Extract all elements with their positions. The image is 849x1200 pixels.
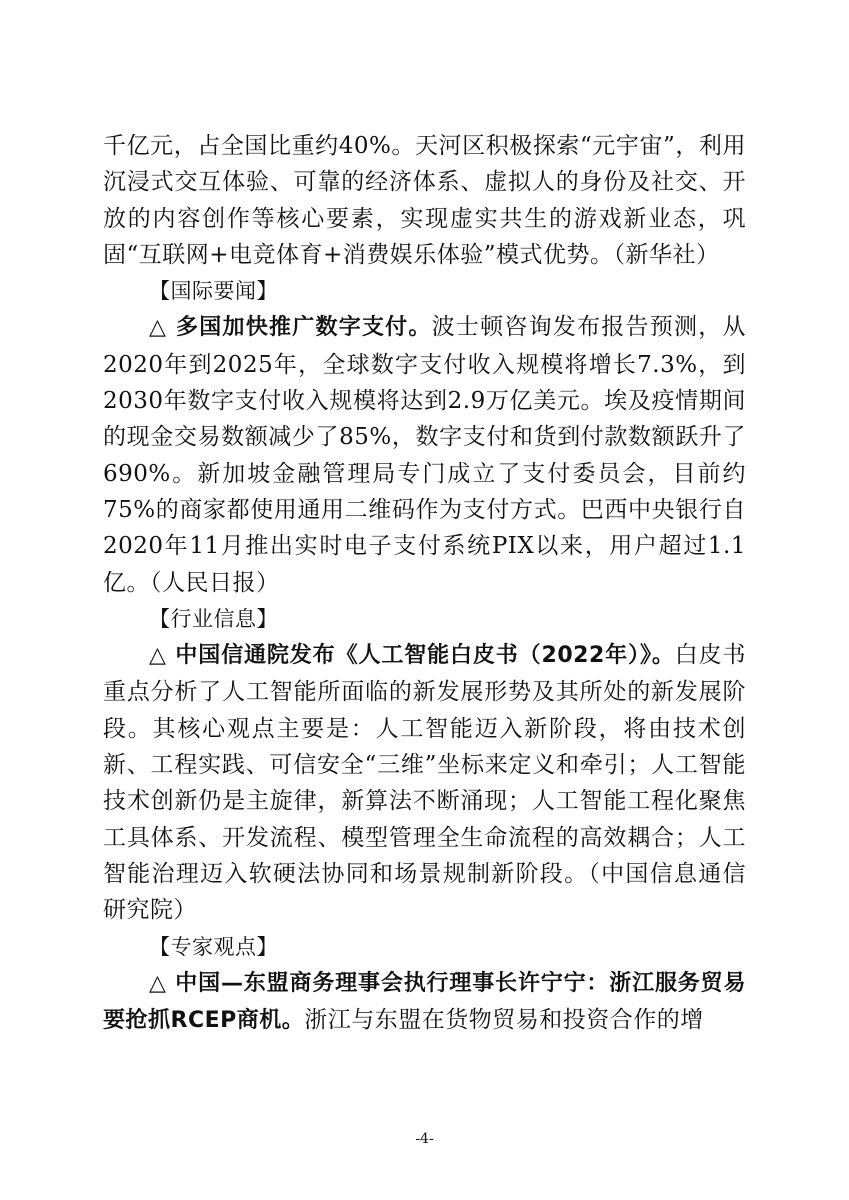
section-heading-expert-views: 【专家观点】 bbox=[149, 934, 278, 959]
paragraph-digital-payment bbox=[103, 309, 746, 600]
document-body bbox=[103, 128, 746, 1039]
paragraph-ai-whitepaper bbox=[103, 637, 746, 928]
paragraph-lead-ai-whitepaper: △ 中国信通院发布《人工智能白皮书（2022年）》。 bbox=[149, 643, 675, 669]
paragraph-body-rcep: 浙江与东盟在货物贸易和投资合作的增 bbox=[304, 1007, 704, 1034]
paragraph-body-ai-whitepaper: 白皮书重点分析了人工智能所面临的新发展形势及其所处的新发展阶段。其核心观点主要是：人工智能迈入新阶段，将由技术创新、工程实践、可信安全“三维”坐标来定义和牵引；人工智能技术创新仍是主旋律，新算法不断涌现；人工智能工程化聚焦工具体系、开发流程、模型管理全生命流程的高效耦合；人工智能治理迈入软硬法协同和场景规制新阶段。（中国信息通信研究院） bbox=[103, 642, 747, 924]
paragraph-body-digital-payment: 波士顿咨询发布报告预测，从2020年到2025年，全球数字支付收入规模将增长7.3%，到2030年数字支付收入规模将达到2.9万亿美元。埃及疫情期间的现金交易数额减少了85%，数字支付和货到付款数额跃升了690%。新加坡金融管理局专门成立了支付委员会，目前约75%的商家都使用通用二维码作为支付方式。巴西中央银行自2020年11月推出实时电子支付系统PIX以来，用户超过1.1亿。（人民日报） bbox=[103, 314, 746, 596]
paragraph-lead-digital-payment: △ 多国加快推广数字支付。 bbox=[149, 315, 432, 341]
page-number: -4- bbox=[415, 1131, 434, 1147]
paragraph-rcep bbox=[103, 965, 746, 1040]
paragraph-lead-rcep: △ 中国—东盟商务理事会执行理事长许宁宁：浙江服务贸易要抢抓RCEP商机。 bbox=[103, 970, 746, 1034]
paragraph-continuation: 千亿元，占全国比重约40%。天河区积极探索“元宇宙”，利用沉浸式交互体验、可靠的经济体系、虚拟人的身份及社交、开放的内容创作等核心要素，实现虚实共生的游戏新业态，巩固“互联网+电竞体育+消费娱乐体验”模式优势。（新华社） bbox=[103, 133, 746, 268]
section-heading-industry-info: 【行业信息】 bbox=[149, 606, 278, 631]
section-heading-international-news: 【国际要闻】 bbox=[149, 279, 278, 304]
